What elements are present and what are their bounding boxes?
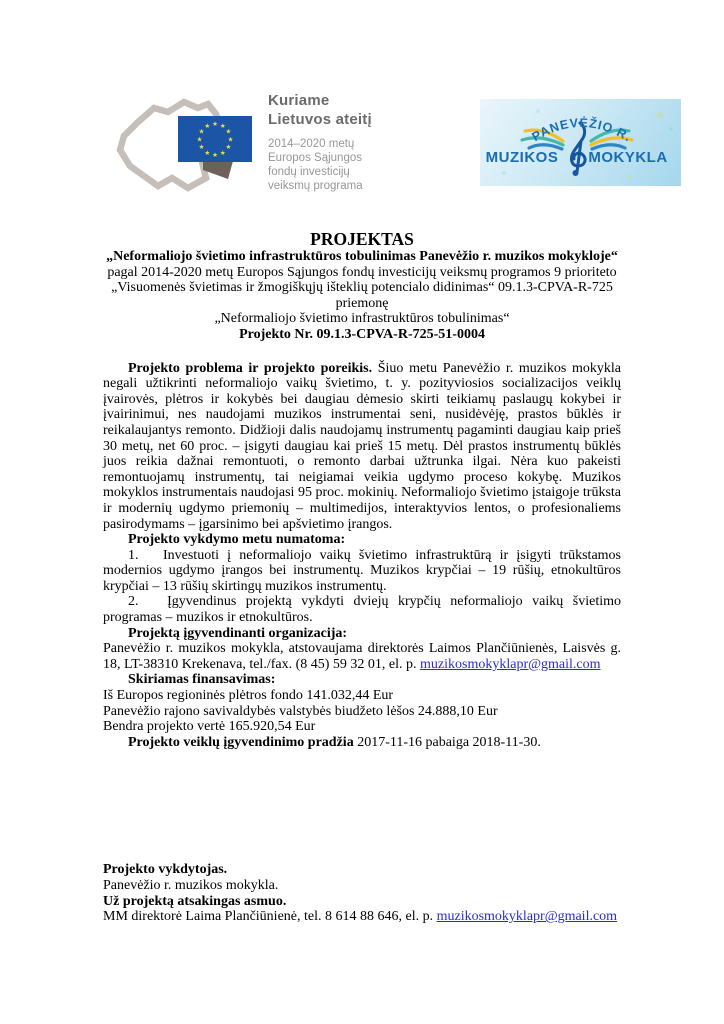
financing-heading: Skiriamas finansavimas: (128, 672, 276, 688)
svg-text:★: ★ (212, 150, 218, 159)
responsible-email-link[interactable]: muzikosmokyklapr@gmail.com (436, 909, 618, 925)
organization-paragraph (103, 641, 621, 672)
svg-text:★: ★ (225, 127, 232, 136)
footer-block (103, 862, 621, 924)
title-line-priority: „Visuomenės švietimas ir žmogiškųjų išteklių potencialo didinimas“ 09.1.3-CPVA-R-725 priemonę (111, 280, 613, 311)
eu-program-line: fondų investicijų (268, 166, 350, 178)
executor-name: Panevėžio r. muzikos mokykla. (103, 878, 279, 893)
svg-text:★: ★ (196, 135, 203, 144)
svg-text:★: ★ (212, 119, 218, 128)
school-logo-word-muzikos: MUZIKOS (485, 149, 559, 166)
organization-text: Panevėžio r. muzikos mokykla, atstovaujama direktorės Laimos Plančiūnienės, Laisvės g. 18, LT-38310 Krekenava, tel./fax. (8 45) 59 32 01, el. p. (103, 641, 621, 672)
problem-paragraph (103, 361, 621, 533)
financing-line-total: Bendra projekto vertė 165.920,54 Eur (103, 719, 316, 735)
svg-text:★: ★ (225, 143, 232, 152)
activity-item-1: 1. Investuoti į neformaliojo vaikų švietimo infrastruktūrą ir įsigyti trūkstamos modernios ugdymo įrangos bei instrumentų. Muzikos krypčiai – 19 rūšių, etnokultūros krypčiai – 13 rūšių skirtingų muzikos instrumentų. (103, 547, 621, 594)
activities-heading: Projekto vykdymo metu numatoma: (128, 532, 346, 548)
page-title: PROJEKTAS (310, 229, 414, 249)
music-school-logo-graphic (480, 99, 681, 186)
svg-text:★: ★ (204, 148, 211, 157)
project-number: Projekto Nr. 09.1.3-CPVA-R-725-51-0004 (239, 326, 485, 342)
financing-line-municipal: Panevėžio rajono savivaldybės valstybės biudžeto lėšos 24.888,10 Eur (103, 703, 498, 719)
responsible-paragraph (103, 909, 621, 925)
organization-heading: Projektą įgyvendinanti organizacija: (128, 625, 348, 641)
eu-program-line: 2014–2020 metų (268, 138, 355, 150)
svg-text:★: ★ (219, 148, 226, 157)
dates-paragraph (103, 735, 621, 751)
organization-email-link[interactable]: muzikosmokyklapr@gmail.com (420, 656, 601, 672)
eu-funds-caption (268, 92, 418, 193)
responsible-text: MM direktorė Laima Plančiūnienė, tel. 8 614 88 646, el. p. (103, 909, 437, 925)
dates-text: 2017-11-16 pabaiga 2018-11-30. (353, 734, 541, 750)
svg-text:★: ★ (198, 127, 205, 136)
eu-funds-logo (110, 90, 262, 196)
title-line-program: pagal 2014-2020 metų Europos Sąjungos fondų investicijų veiksmų programos 9 prioriteto (107, 264, 617, 280)
eu-program-line: Europos Sąjungos (268, 152, 362, 164)
problem-heading: Projekto problema ir projekto poreikis. (128, 360, 373, 376)
svg-text:★: ★ (198, 143, 205, 152)
activity-item-2: 2. Įgyvendinus projektą vykdyti dviejų krypčių neformaliojo vaikų švietimo programas – muzikos ir etnokultūros. (103, 594, 621, 626)
eu-program-line: veiksmų programa (268, 180, 363, 192)
responsible-heading: Už projektą atsakingas asmuo. (103, 893, 287, 909)
svg-text:★: ★ (204, 122, 211, 130)
document-content (103, 230, 621, 925)
title-line-measure: „Neformaliojo švietimo infrastruktūros tobulinimas“ (214, 311, 510, 327)
dates-heading: Projekto veiklų įgyvendinimo pradžia (128, 734, 354, 750)
treble-clef-icon (571, 123, 585, 176)
school-logo-word-mokykla: MOKYKLA (588, 149, 668, 166)
eu-funds-logo-graphic (110, 90, 262, 196)
financing-line-erdf: Iš Europos regioninės plėtros fondo 141.032,44 Eur (103, 688, 394, 704)
eu-caption-line1: Kuriame (268, 92, 330, 109)
executor-heading: Projekto vykdytojas. (103, 862, 228, 878)
svg-text:★: ★ (227, 135, 234, 144)
svg-text:★: ★ (219, 122, 226, 130)
school-logo-arc-text: PANEVĖŽIO R. (529, 115, 635, 145)
eu-caption-line2: Lietuvos ateitį (268, 110, 372, 128)
problem-text: Šiuo metu Panevėžio r. muzikos mokykla negali užtikrinti neformaliojo vaikų švietimo, t. y. pozityviosios socializacijos veiklų įvairovės, plėtros ir kokybės bei daugiau dėmesio skirti teikiamų paslaugų kokybei ir įvairinimui, nes naudojami muzikos instrumentai seni, nusidėvėję, prastos būklės ir reikalaujantys remonto. Didžioji dalis naudojamų instrumentų pagaminti daugiau kaip prieš 30 metų, net 60 proc. – įsigyti daugiau kai prieš 15 metų. Dėl prastos instrumentų būklės juos reikia dažnai remontuoti, o remonto darbai užtrunka ilgai. Nėra kuo pakeisti remontuojamų instrumentų, tai neigiamai veikia ugdymo proceso kokybę. Muzikos mokyklos instrumentais naudojasi 95 proc. mokinių. Neformaliojo švietimo įstaigoje trūksta ir modernių ugdymo priemonių – multimedijos, interaktyvios lentos, o profesionaliems pasirodymams – įgarsinimo bei apšvietimo įrangos. (103, 360, 621, 532)
project-subtitle: „Neformaliojo švietimo infrastruktūros tobulinimas Panevėžio r. muzikos mokykloje“ (106, 249, 618, 264)
music-school-logo (480, 99, 681, 186)
